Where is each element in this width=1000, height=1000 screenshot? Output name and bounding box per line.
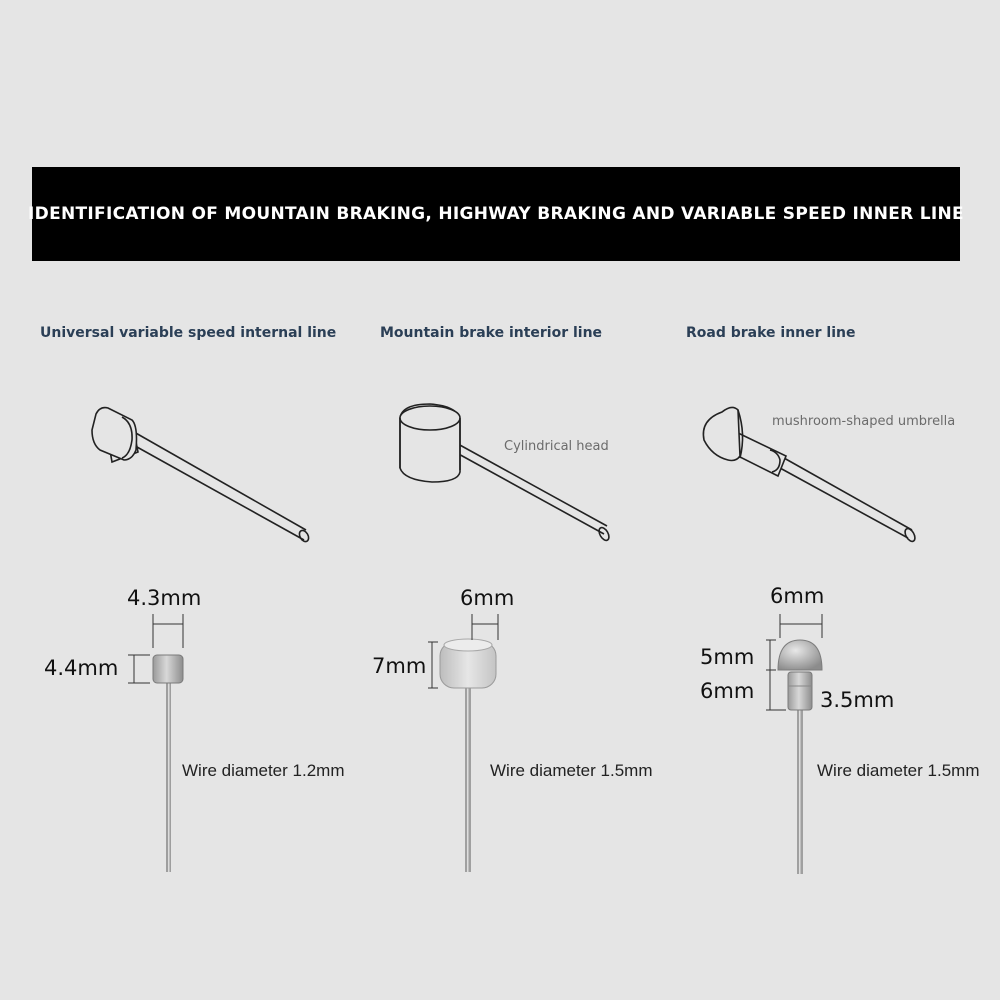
column-title-shift: Universal variable speed internal line [40,325,337,341]
shift-cable-photo [128,614,183,872]
wire-label-shift: Wire diameter 1.2mm [182,761,345,780]
dim-road-ferrule-height: 6mm [700,679,755,703]
column-title-road: Road brake inner line [686,325,856,341]
dim-road-width: 6mm [770,584,825,608]
dim-shift-height: 4.4mm [44,656,119,680]
wire-label-mtb: Wire diameter 1.5mm [490,761,653,780]
banner-title: IDENTIFICATION OF MOUNTAIN BRAKING, HIGHWAY BRAKING AND VARIABLE SPEED INNER LINE [28,204,964,224]
column-title-mtb: Mountain brake interior line [380,325,603,341]
dim-road-ferrule-width: 3.5mm [820,688,895,712]
gear-cable-nipple-icon [92,408,310,544]
cylindrical-head-nipple-icon [400,404,611,542]
dim-shift-width: 4.3mm [127,586,202,610]
mtb-brake-cable-photo [428,614,498,872]
note-cylindrical-head: Cylindrical head [504,439,609,454]
mushroom-head-nipple-icon [703,407,917,543]
dim-mtb-width: 6mm [460,586,515,610]
wire-label-road: Wire diameter 1.5mm [817,761,980,780]
note-mushroom-head: mushroom-shaped umbrella [772,414,956,429]
dim-road-dome-height: 5mm [700,645,755,669]
dim-mtb-height: 7mm [372,654,427,678]
road-brake-cable-photo [766,614,822,874]
